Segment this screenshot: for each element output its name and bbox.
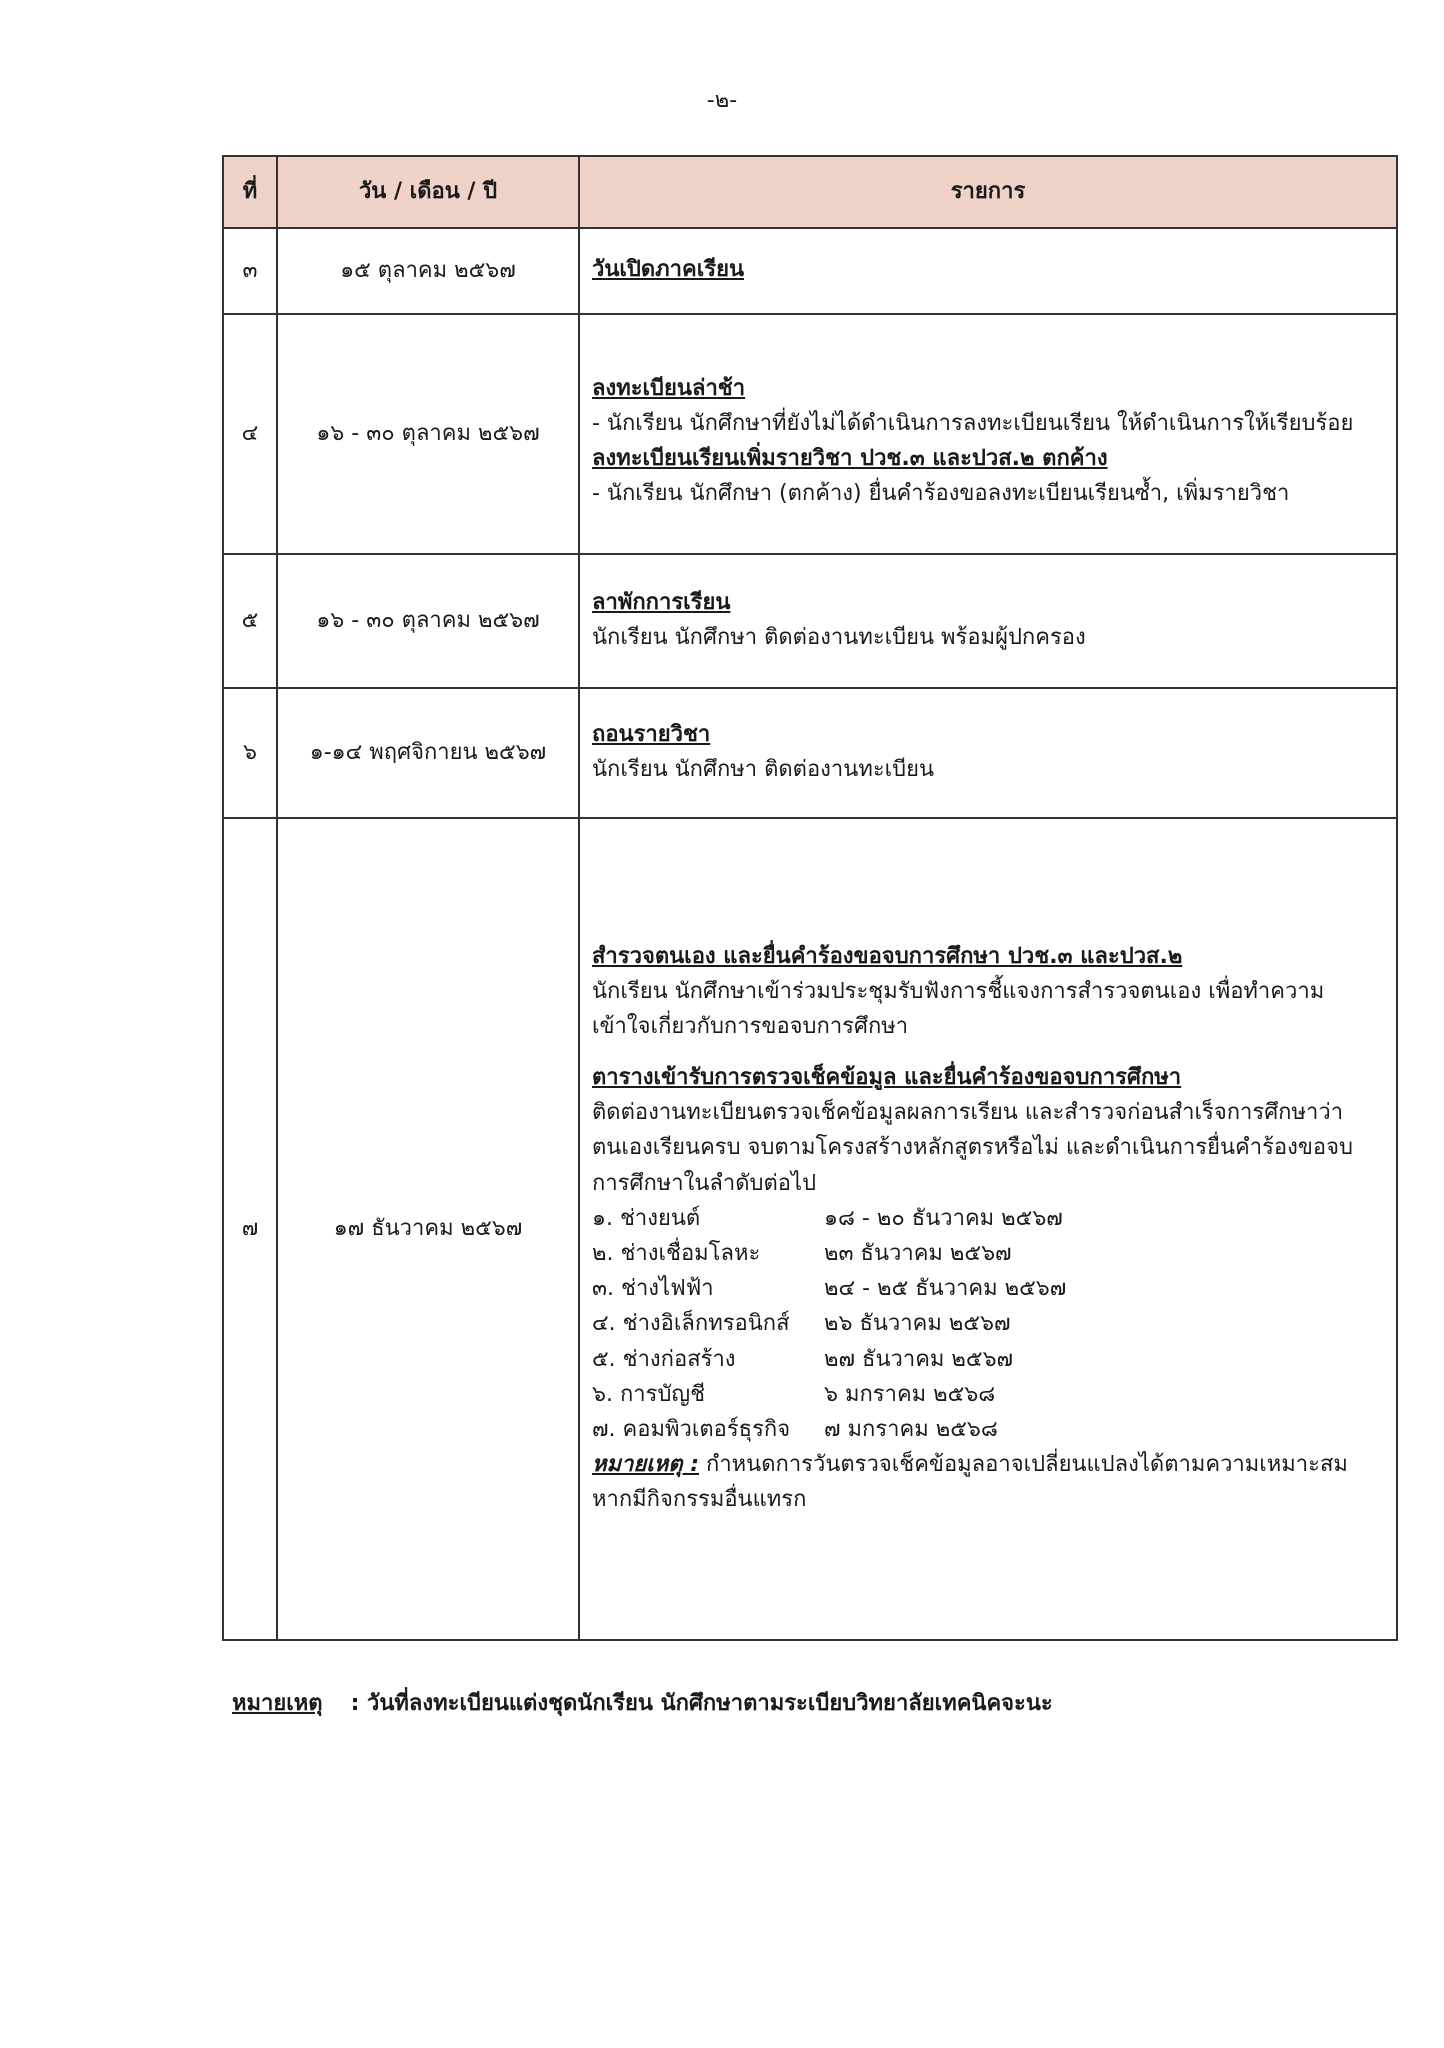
row-number: ๔ — [223, 314, 277, 554]
schedule-dept: ๒. ช่างเชื่อมโลหะ — [592, 1241, 761, 1266]
row-text: การศึกษาในลำดับต่อไป — [592, 1170, 817, 1196]
schedule-item — [592, 1236, 1386, 1271]
schedule-dept: ๕. ช่างก่อสร้าง — [592, 1346, 736, 1372]
row-heading: ลาพักการเรียน — [592, 589, 731, 615]
schedule-item — [592, 1306, 1386, 1341]
table-row — [223, 688, 1397, 818]
schedule-date: ๑๘ - ๒๐ ธันวาคม ๒๕๖๗ — [824, 1205, 1063, 1231]
footer-text: : วันที่ลงทะเบียนแต่งชุดนักเรียน นักศึกษาตามระเบียบวิทยาลัยเทคนิคจะนะ — [350, 1691, 1053, 1716]
row-heading: ลงทะเบียนล่าช้า — [592, 375, 746, 401]
row-date: ๑-๑๔ พฤศจิกายน ๒๕๖๗ — [277, 688, 579, 818]
row-heading: สำรวจตนเอง และยื่นคำร้องขอจบการศึกษา ปวช.๓ และปวส.๒ — [592, 943, 1183, 969]
schedule-date: ๗ มกราคม ๒๕๖๘ — [824, 1416, 998, 1442]
schedule-date: ๖ มกราคม ๒๕๖๘ — [824, 1381, 996, 1407]
row-detail — [579, 818, 1397, 1640]
row-text: นักเรียน นักศึกษา ติดต่องานทะเบียน — [592, 757, 935, 782]
header-date: วัน / เดือน / ปี — [277, 156, 579, 228]
schedule-date: ๒๖ ธันวาคม ๒๕๖๗ — [824, 1311, 1011, 1337]
row-heading: ถอนรายวิชา — [592, 721, 711, 747]
schedule-dept: ๖. การบัญชี — [592, 1381, 706, 1407]
note-text: กำหนดการวันตรวจเช็คข้อมูลอาจเปลี่ยนแปลงได้ตามความเหมาะสม — [699, 1452, 1348, 1478]
footer-label: หมายเหตุ — [232, 1691, 323, 1716]
row-text: - นักเรียน นักศึกษา (ตกค้าง) ยื่นคำร้องขอลงทะเบียนเรียนซ้ำ, เพิ่มรายวิชา — [592, 481, 1290, 507]
row-heading: วันเปิดภาคเรียน — [592, 257, 745, 283]
row-text: นักเรียน นักศึกษา ติดต่องานทะเบียน พร้อมผู้ปกครอง — [592, 625, 1086, 650]
page-number: -๒- — [706, 88, 738, 113]
schedule-date: ๒๓ ธันวาคม ๒๕๖๗ — [824, 1241, 1012, 1266]
footer-note — [232, 1685, 1053, 1720]
table-row — [223, 554, 1397, 688]
row-date: ๑๗ ธันวาคม ๒๕๖๗ — [277, 818, 579, 1640]
row-text: - นักเรียน นักศึกษาที่ยังไม่ได้ดำเนินการลงทะเบียนเรียน ให้ดำเนินการให้เรียบร้อย — [592, 410, 1354, 436]
row-note — [592, 1447, 1386, 1482]
row-detail — [579, 314, 1397, 554]
schedule-dept: ๑. ช่างยนต์ — [592, 1205, 701, 1231]
schedule-dept: ๓. ช่างไฟฟ้า — [592, 1276, 714, 1302]
row-subheading: ลงทะเบียนเรียนเพิ่มรายวิชา ปวช.๓ และปวส.๒ ตกค้าง — [592, 446, 1108, 471]
row-detail — [579, 688, 1397, 818]
schedule-date: ๒๗ ธันวาคม ๒๕๖๗ — [824, 1346, 1014, 1372]
schedule-item — [592, 1412, 1386, 1447]
row-number: ๕ — [223, 554, 277, 688]
note-text-2: หากมีกิจกรรมอื่นแทรก — [592, 1487, 807, 1513]
row-text: เข้าใจเกี่ยวกับการขอจบการศึกษา — [592, 1013, 909, 1039]
note-label: หมายเหตุ : — [592, 1452, 700, 1478]
schedule-item — [592, 1271, 1386, 1306]
row-number: ๓ — [223, 228, 277, 314]
row-subheading: ตารางเข้ารับการตรวจเช็คข้อมูล และยื่นคำร้องขอจบการศึกษา — [592, 1065, 1182, 1091]
header-no: ที่ — [223, 156, 277, 228]
row-number: ๖ — [223, 688, 277, 818]
schedule-dept: ๗. คอมพิวเตอร์ธุรกิจ — [592, 1416, 791, 1442]
schedule-item — [592, 1201, 1386, 1236]
row-text: ตนเองเรียนครบ จบตามโครงสร้างหลักสูตรหรือไม่ และดำเนินการยื่นคำร้องขอจบ — [592, 1135, 1353, 1161]
row-date: ๑๕ ตุลาคม ๒๕๖๗ — [277, 228, 579, 314]
row-number: ๗ — [223, 818, 277, 1640]
schedule-item — [592, 1377, 1386, 1412]
table-row — [223, 228, 1397, 314]
row-text: นักเรียน นักศึกษาเข้าร่วมประชุมรับฟังการชี้แจงการสำรวจตนเอง เพื่อทำความ — [592, 978, 1325, 1004]
schedule-dept: ๔. ช่างอิเล็กทรอนิกส์ — [592, 1311, 790, 1337]
row-date: ๑๖ - ๓๐ ตุลาคม ๒๕๖๗ — [277, 314, 579, 554]
schedule-item — [592, 1342, 1386, 1377]
row-text: ติดต่องานทะเบียนตรวจเช็คข้อมูลผลการเรียน และสำรวจก่อนสำเร็จการศึกษาว่า — [592, 1100, 1344, 1126]
header-detail: รายการ — [579, 156, 1397, 228]
schedule-date: ๒๔ - ๒๕ ธันวาคม ๒๕๖๗ — [824, 1276, 1067, 1302]
row-date: ๑๖ - ๓๐ ตุลาคม ๒๕๖๗ — [277, 554, 579, 688]
table-row — [223, 314, 1397, 554]
table-header-row — [223, 156, 1397, 228]
row-detail — [579, 228, 1397, 314]
schedule-table — [222, 155, 1398, 1641]
row-detail — [579, 554, 1397, 688]
table-row — [223, 818, 1397, 1640]
